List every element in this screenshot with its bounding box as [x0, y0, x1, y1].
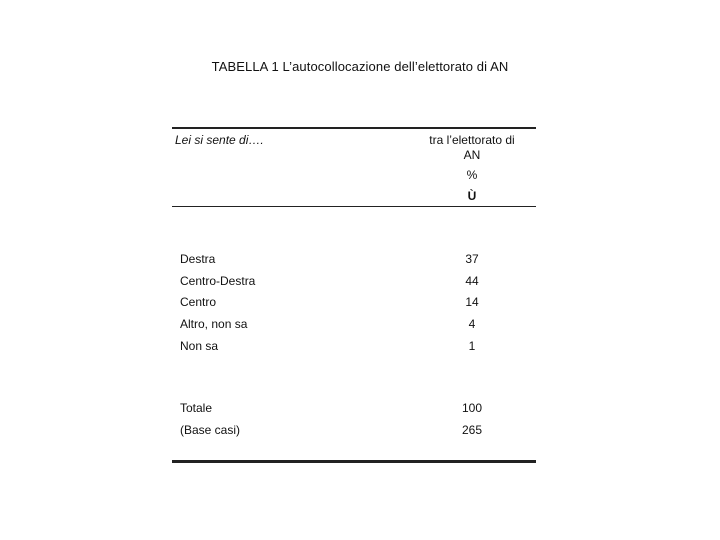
base-cases-row [180, 423, 536, 439]
table-row [180, 339, 536, 355]
table-row [180, 274, 536, 290]
row-label: Centro [180, 295, 217, 309]
base-cases-value: 265 [461, 423, 483, 437]
header-left-label: Lei si sente di…. [175, 133, 264, 147]
row-value: 14 [465, 295, 479, 309]
header-bottom-rule [172, 206, 536, 207]
row-label: Destra [180, 252, 216, 266]
base-cases-label: (Base casi) [180, 423, 241, 437]
row-value: 4 [468, 317, 476, 331]
row-label: Non sa [180, 339, 219, 353]
total-row [180, 401, 536, 417]
row-value: 37 [465, 252, 479, 266]
header-unit: % [466, 168, 478, 182]
header-symbol: Ù [467, 189, 477, 203]
table-top-rule [172, 127, 536, 129]
table-row [180, 295, 536, 311]
table-row [180, 252, 536, 268]
row-value: 44 [465, 274, 479, 288]
row-label: Altro, non sa [180, 317, 248, 331]
header-right-label [408, 133, 536, 163]
table-bottom-rule [172, 460, 536, 463]
table-row [180, 317, 536, 333]
row-label: Centro-Destra [180, 274, 256, 288]
header-right-line1: tra l’elettorato di [429, 133, 515, 147]
header-right-line2: AN [463, 148, 481, 162]
row-value: 1 [468, 339, 476, 353]
total-label: Totale [180, 401, 213, 415]
table-title: TABELLA 1 L’autocollocazione dell’elettorato di AN [211, 59, 509, 74]
total-value: 100 [461, 401, 483, 415]
